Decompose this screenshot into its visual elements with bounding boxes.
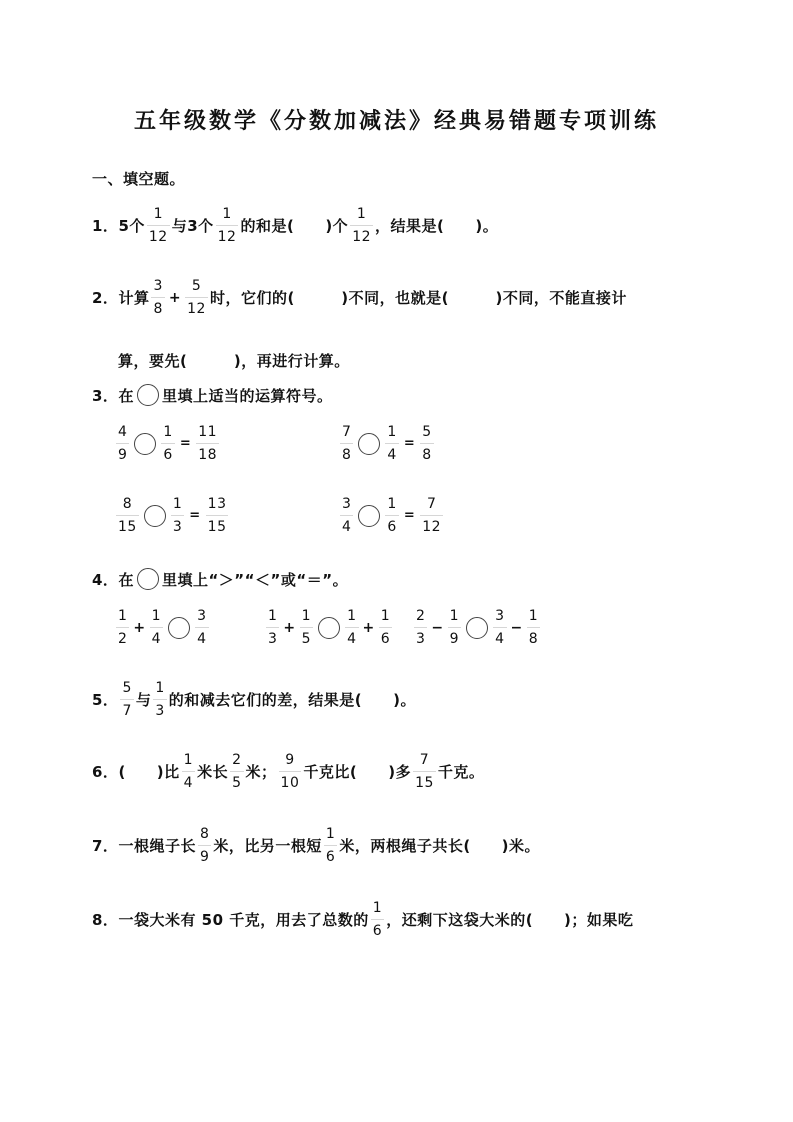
question-number: 3． — [92, 386, 119, 405]
question-4: 4． 在 里填上“＞”“＜”或“＝”。 — [92, 568, 348, 590]
answer-blank-text: ( )比 — [118, 763, 180, 781]
answer-circle[interactable] — [318, 617, 340, 639]
fraction: $\frac{8}{9}$ — [199, 826, 210, 865]
answer-circle[interactable] — [134, 433, 156, 455]
answer-blank-text: 千克比( )多 — [303, 763, 412, 781]
page-title: 五年级数学《分数加减法》经典易错题专项训练 — [133, 108, 659, 134]
answer-circle[interactable] — [144, 505, 166, 527]
answer-blank-text: 的和减去它们的差，结果是( )。 — [168, 691, 417, 709]
fraction: $\frac{1}{6}$ — [325, 826, 336, 865]
question-3: 3． 在 里填上适当的运算符号。 — [92, 384, 332, 406]
fraction: $\frac{1}{12}$ — [352, 206, 372, 245]
question-1: 1． 5个 $\frac{1}{12}$ 与3个 $\frac{1}{12}$ 的和是( )个 $\frac{1}{12}$ ，结果是( )。 — [92, 206, 499, 245]
fraction: $\frac{1}{12}$ — [217, 206, 237, 245]
fraction: $\frac{7}{15}$ — [415, 752, 434, 791]
question-number: 7． — [92, 837, 119, 855]
fraction: $\frac{1}{3}$ — [155, 680, 165, 719]
answer-blank-text: ，还剩下这袋大米的( )；如果吃 — [386, 911, 634, 929]
blank-circle-icon — [137, 568, 159, 590]
question-6: 6． ( )比 $\frac{1}{4}$ 米长 $\frac{2}{5}$ 米； $\frac{9}{10}$ 千克比( )多 $\frac{7}{15}$ 千克。 — [92, 752, 485, 791]
question-number: 6． — [92, 763, 119, 781]
fraction: $\frac{1}{6}$ — [372, 900, 383, 939]
fraction: $\frac{9}{10}$ — [280, 752, 300, 791]
fraction: $\frac{1}{12}$ — [148, 206, 168, 245]
answer-circle[interactable] — [358, 505, 380, 527]
answer-blank-text: 的和是( )个 — [240, 217, 349, 235]
question-5: 5． $\frac{5}{7}$ 与 $\frac{1}{3}$ 的和减去它们的差，结果是( )。 — [92, 680, 417, 719]
q3-expression-3: $\frac{8}{15}$ $\frac{1}{3}$ = $\frac{13}{15}$ — [118, 496, 227, 535]
answer-blank-text: 算，要先( )，再进行计算。 — [118, 352, 350, 370]
answer-circle[interactable] — [466, 617, 488, 639]
section-heading: 一、填空题。 — [92, 170, 186, 188]
fraction: $\frac{2}{5}$ — [232, 752, 242, 791]
answer-circle[interactable] — [358, 433, 380, 455]
answer-blank-text: 时，它们的( )不同，也就是( )不同，不能直接计 — [209, 289, 627, 307]
plus-sign: + — [168, 289, 182, 306]
fraction: $\frac{1}{4}$ — [183, 752, 194, 791]
fraction: $\frac{5}{12}$ — [187, 278, 206, 317]
question-8: 8． 一袋大米有 50 千克，用去了总数的 $\frac{1}{6}$ ，还剩下这袋大米的( )；如果吃 — [92, 900, 634, 939]
fraction: $\frac{5}{7}$ — [122, 680, 132, 719]
question-number: 8． — [92, 911, 119, 929]
blank-circle-icon — [137, 384, 159, 406]
question-number: 2． — [92, 289, 119, 307]
q3-expression-1: $\frac{4}{9}$ $\frac{1}{6}$ = $\frac{11}{18}$ — [118, 424, 218, 463]
question-number: 4． — [92, 570, 119, 589]
question-number: 1． — [92, 217, 119, 235]
question-number: 5． — [92, 691, 119, 709]
answer-circle[interactable] — [168, 617, 190, 639]
q4-comparison-1: $\frac{1}{2}$ + $\frac{1}{4}$ $\frac{3}{4}$ — [118, 608, 207, 647]
q4-comparison-3: $\frac{2}{3}$ − $\frac{1}{9}$ $\frac{3}{4}$ − $\frac{1}{8}$ — [416, 608, 539, 647]
question-7: 7． 一根绳子长 $\frac{8}{9}$ 米，比另一根短 $\frac{1}{6}$ 米，两根绳子共长( )米。 — [92, 826, 541, 865]
q3-expression-2: $\frac{7}{8}$ $\frac{1}{4}$ = $\frac{5}{8}$ — [342, 424, 432, 463]
answer-blank-text: 米，两根绳子共长( )米。 — [339, 837, 541, 855]
fraction: $\frac{3}{8}$ — [153, 278, 163, 317]
answer-blank-text: ，结果是( )。 — [375, 217, 499, 235]
q4-comparison-2: $\frac{1}{3}$ + $\frac{1}{5}$ $\frac{1}{4}$ + $\frac{1}{6}$ — [268, 608, 391, 647]
question-2: 2． 计算 $\frac{3}{8}$ + $\frac{5}{12}$ 时，它们的( )不同，也就是( )不同，不能直接计 — [92, 278, 627, 317]
question-2-continued — [118, 350, 350, 371]
q3-expression-4: $\frac{3}{4}$ $\frac{1}{6}$ = $\frac{7}{12}$ — [342, 496, 442, 535]
